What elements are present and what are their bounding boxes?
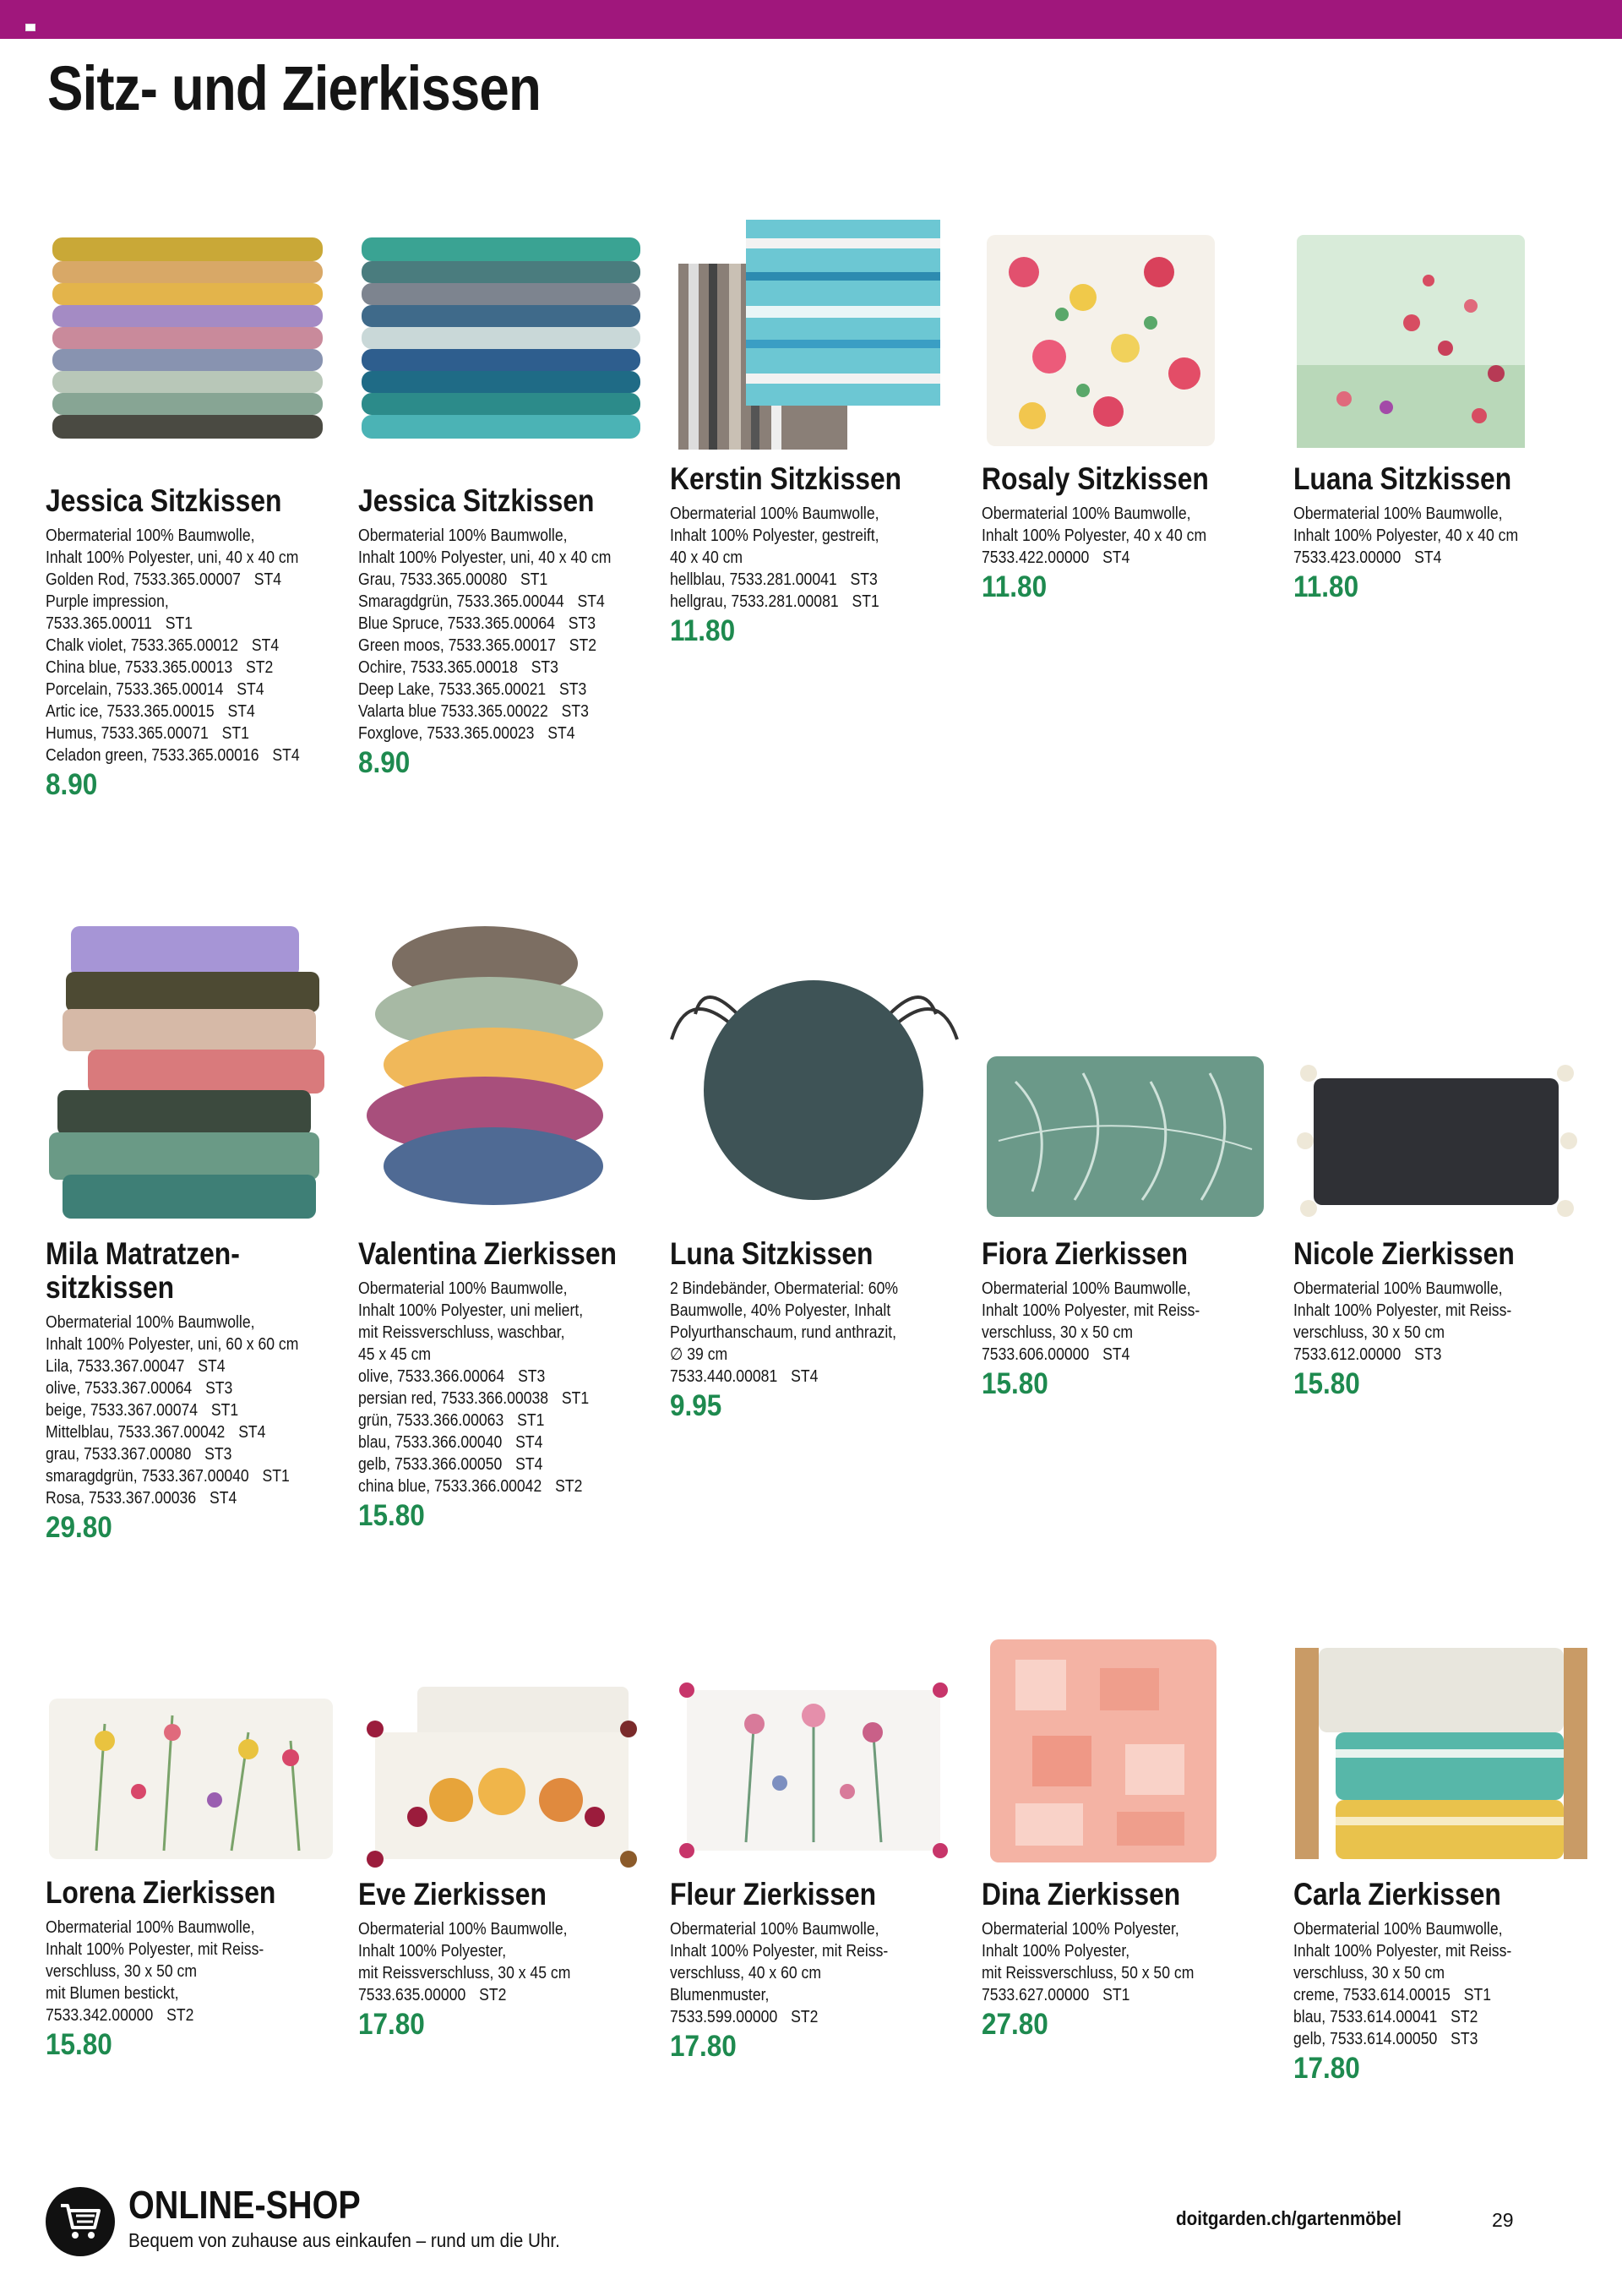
desc-line: Obermaterial 100% Baumwolle, — [670, 504, 879, 523]
product-image[interactable] — [670, 213, 966, 452]
variant-row: 7533.612.00000 ST3 — [1293, 1345, 1442, 1364]
product-card[interactable] — [982, 230, 1277, 604]
desc-line: verschluss, 30 x 50 cm — [46, 1962, 198, 1981]
variant-row: smaragdgrün, 7533.367.00040 ST1 — [46, 1467, 290, 1486]
variant-row: 7533.627.00000 ST1 — [982, 1986, 1130, 2004]
product-image[interactable] — [46, 224, 341, 477]
product-description — [982, 503, 1271, 569]
cushion-stack-illustration — [52, 237, 323, 439]
variant-row: Smaragdgrün, 7533.365.00044 ST4 — [358, 592, 605, 611]
mattress-cushion-stack-illustration — [49, 926, 324, 1219]
desc-line: 2 Bindebänder, Obermaterial: 60% — [670, 1279, 899, 1298]
variant-row: gelb, 7533.614.00050 ST3 — [1293, 2030, 1478, 2048]
product-name: Dina Zierkissen — [982, 1877, 1181, 1912]
variant-row: hellgrau, 7533.281.00081 ST1 — [670, 592, 879, 611]
product-card[interactable] — [1293, 1639, 1589, 2086]
variant-row: 7533.365.00011 ST1 — [46, 614, 193, 633]
variant-row: 7533.606.00000 ST4 — [982, 1345, 1130, 1364]
desc-line: Inhalt 100% Polyester, mit Reiss- — [670, 1942, 889, 1961]
product-price: 15.80 — [46, 2028, 112, 2061]
desc-line: Obermaterial 100% Baumwolle, — [670, 1920, 879, 1939]
product-description — [358, 1918, 648, 2006]
product-card[interactable] — [46, 921, 341, 1545]
cushion-stack-illustration — [362, 237, 640, 439]
desc-line: 45 x 45 cm — [358, 1345, 432, 1364]
product-name: Luana Sitzkissen — [1293, 461, 1512, 496]
product-image[interactable] — [982, 1048, 1277, 1224]
product-description — [982, 1918, 1271, 2006]
desc-line: Inhalt 100% Polyester, uni, 40 x 40 cm — [46, 548, 299, 567]
product-price: 9.95 — [670, 1389, 722, 1422]
product-image[interactable] — [982, 1634, 1277, 1868]
product-name: Fleur Zierkissen — [670, 1877, 877, 1912]
variant-row: Deep Lake, 7533.365.00021 ST3 — [358, 680, 587, 699]
variant-row: grün, 7533.366.00063 ST1 — [358, 1411, 545, 1430]
shopping-cart-icon[interactable] — [46, 2187, 115, 2256]
product-description — [670, 1278, 960, 1388]
desc-line: Obermaterial 100% Baumwolle, — [358, 1279, 568, 1298]
product-card[interactable] — [358, 1673, 654, 2042]
variant-row: China blue, 7533.365.00013 ST2 — [46, 658, 274, 677]
desc-line: Obermaterial 100% Baumwolle, — [1293, 1920, 1503, 1939]
pompom-cushions-illustration — [367, 1687, 637, 1868]
variant-row: Artic ice, 7533.365.00015 ST4 — [46, 702, 255, 721]
variant-row: hellblau, 7533.281.00041 ST3 — [670, 570, 878, 589]
product-price: 29.80 — [46, 1511, 112, 1544]
variant-row: 7533.599.00000 ST2 — [670, 2008, 819, 2026]
desc-line: ∅ 39 cm — [670, 1345, 728, 1364]
variant-row: creme, 7533.614.00015 ST1 — [1293, 1986, 1492, 2004]
variant-row: grau, 7533.367.00080 ST3 — [46, 1445, 232, 1464]
product-name: Luna Sitzkissen — [670, 1236, 874, 1271]
product-card[interactable] — [1293, 230, 1589, 604]
desc-line: verschluss, 30 x 50 cm — [1293, 1964, 1445, 1982]
variant-row: 7533.422.00000 ST4 — [982, 548, 1130, 567]
variant-row: Purple impression, — [46, 592, 169, 611]
product-card[interactable] — [670, 213, 966, 648]
variant-row: 7533.423.00000 ST4 — [1293, 548, 1442, 567]
desc-line: Obermaterial 100% Baumwolle, — [46, 1313, 255, 1332]
product-price: 8.90 — [358, 746, 411, 779]
product-name: Fiora Zierkissen — [982, 1236, 1189, 1271]
desc-line: Inhalt 100% Polyester, — [358, 1942, 507, 1961]
product-name: Nicole Zierkissen — [1293, 1236, 1515, 1271]
variant-row: blau, 7533.614.00041 ST2 — [1293, 2008, 1478, 2026]
product-image[interactable] — [1293, 1056, 1589, 1224]
product-card[interactable] — [358, 224, 654, 780]
desc-line: 40 x 40 cm — [670, 548, 743, 567]
variant-row: 7533.440.00081 ST4 — [670, 1367, 819, 1386]
variant-row: Blue Spruce, 7533.365.00064 ST3 — [358, 614, 596, 633]
desc-line: Obermaterial 100% Baumwolle, — [1293, 504, 1503, 523]
variant-row: Rosa, 7533.367.00036 ST4 — [46, 1489, 237, 1508]
product-description — [1293, 503, 1583, 569]
variant-row: Chalk violet, 7533.365.00012 ST4 — [46, 636, 280, 655]
product-price: 11.80 — [670, 614, 736, 647]
desc-line: Obermaterial 100% Baumwolle, — [1293, 1279, 1503, 1298]
product-image[interactable] — [358, 224, 654, 477]
desc-line: Polyurthanschaum, rund anthrazit, — [670, 1323, 897, 1342]
product-description — [670, 503, 960, 613]
product-name: Valentina Zierkissen — [358, 1236, 617, 1271]
desc-line: Obermaterial 100% Baumwolle, — [46, 1918, 255, 1937]
desc-line: Inhalt 100% Polyester, 40 x 40 cm — [982, 526, 1207, 545]
product-image[interactable] — [1293, 230, 1589, 452]
variant-row: olive, 7533.366.00064 ST3 — [358, 1367, 546, 1386]
variant-row: beige, 7533.367.00074 ST1 — [46, 1401, 239, 1420]
desc-line: Obermaterial 100% Baumwolle, — [982, 504, 1191, 523]
product-image[interactable] — [46, 1690, 341, 1866]
variant-row: china blue, 7533.366.00042 ST2 — [358, 1477, 583, 1496]
variant-row: persian red, 7533.366.00038 ST1 — [358, 1389, 590, 1408]
variant-row: Grau, 7533.365.00080 ST1 — [358, 570, 548, 589]
desc-line: Inhalt 100% Polyester, uni meliert, — [358, 1301, 584, 1320]
variant-row: gelb, 7533.366.00050 ST4 — [358, 1455, 543, 1474]
desc-line: mit Reissverschluss, 50 x 50 cm — [982, 1964, 1195, 1982]
product-image[interactable] — [670, 1673, 966, 1868]
pillow-stack-illustration — [367, 926, 603, 1205]
embroidered-flower-cushion-illustration — [49, 1699, 333, 1859]
desc-line: Obermaterial 100% Baumwolle, — [982, 1279, 1191, 1298]
product-price: 8.90 — [46, 768, 98, 801]
desc-line: Inhalt 100% Polyester, uni, 60 x 60 cm — [46, 1335, 299, 1354]
product-image[interactable] — [358, 921, 654, 1224]
top-brand-bar — [0, 0, 1622, 39]
product-card[interactable] — [358, 921, 654, 1533]
name-line: sitzkissen — [46, 1270, 175, 1305]
product-name: Carla Zierkissen — [1293, 1877, 1501, 1912]
desc-line: Inhalt 100% Polyester, mit Reiss- — [1293, 1301, 1512, 1320]
tassel-cushion-illustration — [1297, 1065, 1577, 1217]
fringe-cushions-illustration — [1295, 1648, 1587, 1859]
variant-row: 7533.342.00000 ST2 — [46, 2006, 194, 2025]
name-line: Mila Matratzen- — [46, 1236, 240, 1271]
product-card[interactable] — [670, 980, 966, 1423]
product-name: Lorena Zierkissen — [46, 1875, 276, 1910]
product-price: 15.80 — [982, 1367, 1048, 1400]
desc-line: Obermaterial 100% Polyester, — [982, 1920, 1179, 1939]
tie-dye-cushion-illustration — [990, 1639, 1216, 1862]
variant-row: Celadon green, 7533.365.00016 ST4 — [46, 746, 300, 765]
product-card[interactable] — [982, 1048, 1277, 1401]
desc-line: Inhalt 100% Polyester, — [982, 1942, 1130, 1961]
desc-line: Inhalt 100% Polyester, gestreift, — [670, 526, 879, 545]
product-image[interactable] — [670, 980, 966, 1224]
round-seat-cushion-illustration — [672, 980, 957, 1200]
product-name — [46, 1237, 341, 1305]
product-description — [358, 525, 648, 744]
desc-line: Obermaterial 100% Baumwolle, — [358, 526, 568, 545]
product-name: Jessica Sitzkissen — [358, 483, 595, 518]
variant-row: Ochire, 7533.365.00018 ST3 — [358, 658, 558, 677]
desc-line: verschluss, 40 x 60 cm — [670, 1964, 822, 1982]
product-image[interactable] — [982, 230, 1277, 452]
variant-row: Valarta blue 7533.365.00022 ST3 — [358, 702, 589, 721]
page-number: 29 — [1492, 2209, 1514, 2231]
product-price: 17.80 — [1293, 2052, 1360, 2085]
product-description — [358, 1278, 648, 1497]
product-description — [982, 1278, 1271, 1366]
striped-cushions-illustration — [678, 220, 940, 450]
product-description — [46, 1312, 335, 1509]
product-price: 17.80 — [358, 2008, 425, 2041]
online-shop-title[interactable]: ONLINE-SHOP — [128, 2183, 361, 2227]
variant-row: blau, 7533.366.00040 ST4 — [358, 1433, 543, 1452]
variant-row: Porcelain, 7533.365.00014 ST4 — [46, 680, 264, 699]
desc-line: Obermaterial 100% Baumwolle, — [46, 526, 255, 545]
product-card[interactable] — [982, 1634, 1277, 2042]
website-link[interactable]: doitgarden.ch/gartenmöbel — [1176, 2207, 1402, 2229]
desc-line: Obermaterial 100% Baumwolle, — [358, 1920, 568, 1939]
product-name: Eve Zierkissen — [358, 1877, 547, 1912]
variant-row: Lila, 7533.367.00047 ST4 — [46, 1357, 226, 1376]
desc-line: mit Reissverschluss, waschbar, — [358, 1323, 565, 1342]
variant-row: 7533.635.00000 ST2 — [358, 1986, 507, 2004]
product-description — [1293, 1918, 1583, 2050]
product-card[interactable] — [1293, 1056, 1589, 1401]
product-price: 17.80 — [670, 2030, 737, 2063]
page-title: Sitz- und Zierkissen — [47, 53, 541, 123]
product-description — [46, 1917, 335, 2026]
product-price: 11.80 — [1293, 570, 1359, 603]
product-card[interactable] — [46, 224, 341, 802]
product-card[interactable] — [670, 1673, 966, 2064]
product-image[interactable] — [358, 1673, 654, 1868]
product-name: Kerstin Sitzkissen — [670, 461, 902, 496]
product-price: 11.80 — [982, 570, 1048, 603]
product-price: 15.80 — [1293, 1367, 1360, 1400]
product-description — [670, 1918, 960, 2028]
meadow-cushion-illustration — [1297, 235, 1525, 448]
product-name: Jessica Sitzkissen — [46, 483, 282, 518]
desc-line: Inhalt 100% Polyester, uni, 40 x 40 cm — [358, 548, 612, 567]
product-price: 27.80 — [982, 2008, 1048, 2041]
desc-line: Blumenmuster, — [670, 1986, 770, 2004]
desc-line: verschluss, 30 x 50 cm — [1293, 1323, 1445, 1342]
product-price: 15.80 — [358, 1499, 425, 1532]
product-description — [46, 525, 335, 766]
leaf-pattern-cushion-illustration — [987, 1056, 1264, 1217]
product-card[interactable] — [46, 1690, 341, 2062]
product-image[interactable] — [46, 921, 341, 1224]
desc-line: mit Reissverschluss, 30 x 45 cm — [358, 1964, 571, 1982]
desc-line: Inhalt 100% Polyester, mit Reiss- — [46, 1940, 264, 1959]
floral-cushion-illustration — [987, 235, 1215, 446]
desc-line: verschluss, 30 x 50 cm — [982, 1323, 1134, 1342]
variant-row: Mittelblau, 7533.367.00042 ST4 — [46, 1423, 266, 1442]
variant-row: Golden Rod, 7533.365.00007 ST4 — [46, 570, 282, 589]
desc-line: Inhalt 100% Polyester, mit Reiss- — [982, 1301, 1200, 1320]
online-shop-subtitle: Bequem von zuhause aus einkaufen – rund um die Uhr. — [128, 2229, 560, 2251]
flag-icon — [25, 24, 35, 31]
desc-line: Inhalt 100% Polyester, 40 x 40 cm — [1293, 526, 1519, 545]
desc-line: Inhalt 100% Polyester, mit Reiss- — [1293, 1942, 1512, 1961]
variant-row: olive, 7533.367.00064 ST3 — [46, 1379, 233, 1398]
variant-row: Green moos, 7533.365.00017 ST2 — [358, 636, 596, 655]
product-image[interactable] — [1293, 1639, 1589, 1868]
variant-row: Foxglove, 7533.365.00023 ST4 — [358, 724, 575, 743]
product-description — [1293, 1278, 1583, 1366]
botanical-cushion-illustration — [679, 1682, 948, 1858]
desc-line: mit Blumen bestickt, — [46, 1984, 179, 2003]
product-name: Rosaly Sitzkissen — [982, 461, 1209, 496]
desc-line: Baumwolle, 40% Polyester, Inhalt — [670, 1301, 891, 1320]
variant-row: Humus, 7533.365.00071 ST1 — [46, 724, 249, 743]
